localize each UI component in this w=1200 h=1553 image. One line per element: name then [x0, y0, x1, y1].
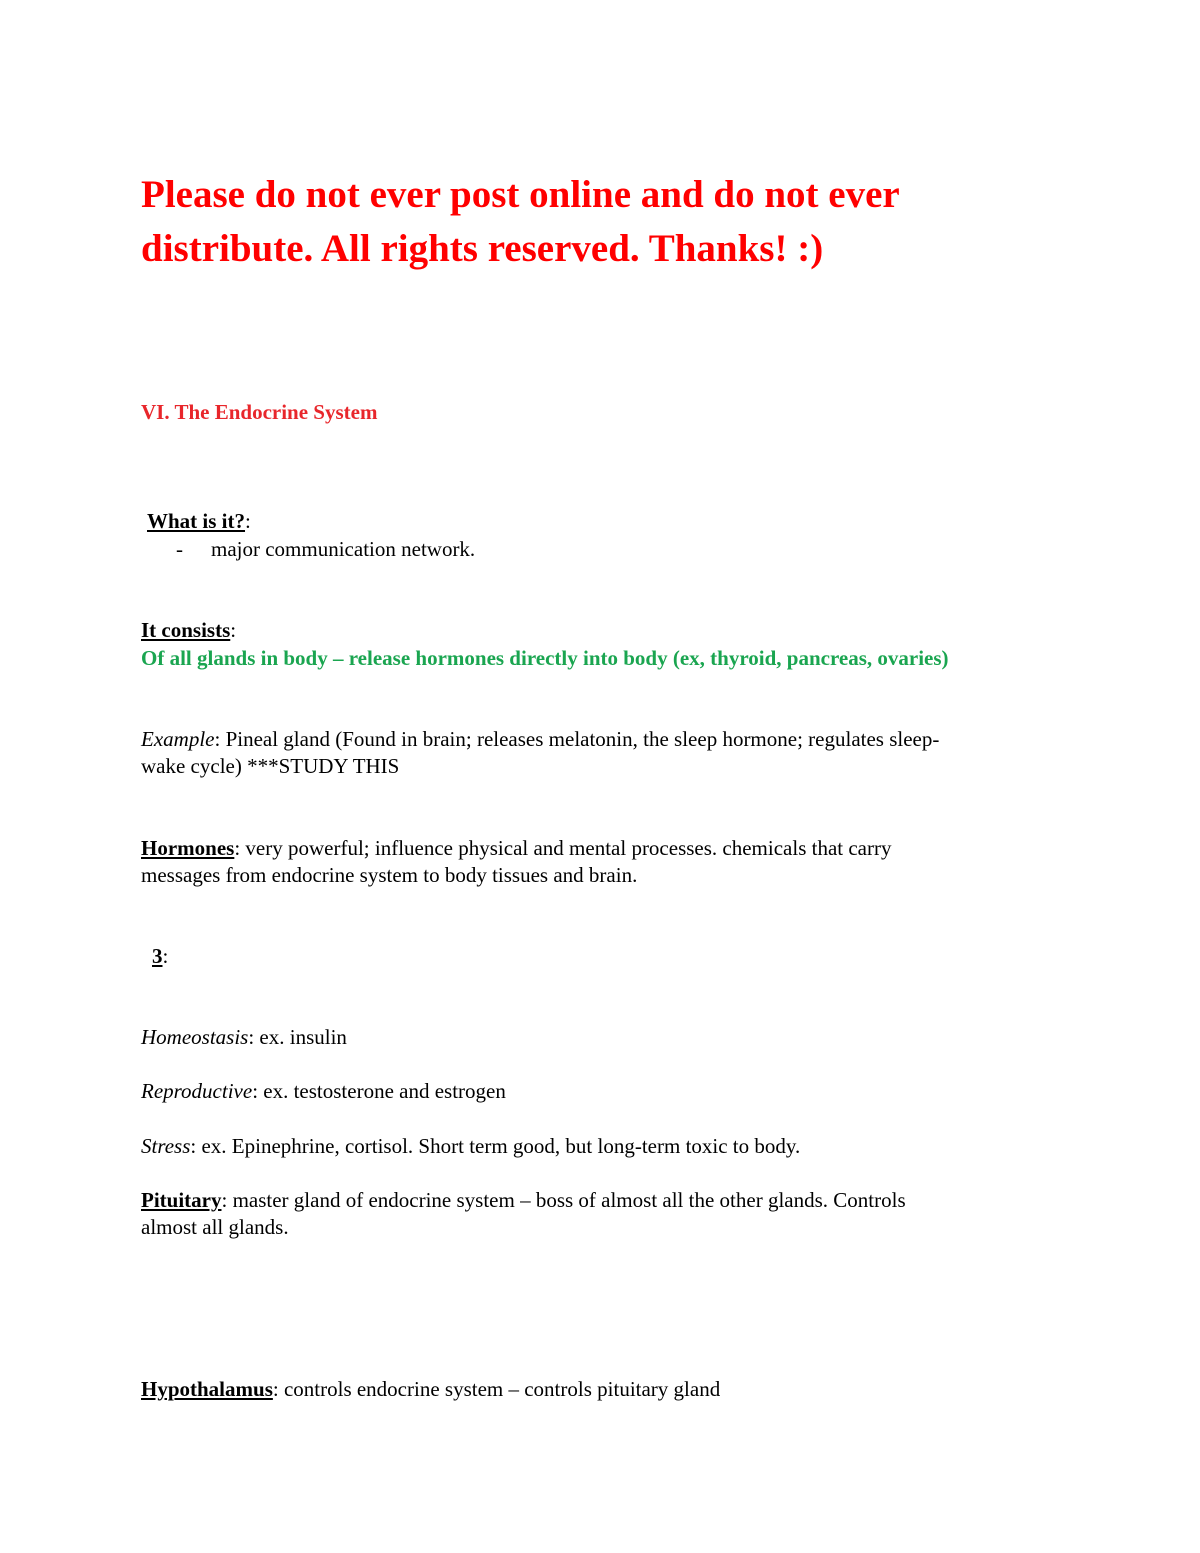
consists-label: It consists [141, 618, 231, 642]
notice-line-1: Please do not ever post online and do not ever [141, 173, 900, 216]
homeostasis-label: Homeostasis [141, 1025, 249, 1049]
reproductive-label: Reproductive [141, 1079, 253, 1103]
notice-line-2: distribute. All rights reserved. Thanks! :) [141, 227, 824, 270]
pituitary-line-2: almost all glands. [141, 1215, 289, 1239]
stress-line [141, 1133, 800, 1160]
homeostasis-text: : ex. insulin [248, 1025, 347, 1049]
pituitary-label: Pituitary [141, 1188, 222, 1212]
stress-label: Stress [141, 1134, 191, 1158]
reproductive-line [141, 1078, 506, 1105]
bullet-text: major communication network. [211, 537, 476, 561]
hormones-label: Hormones [141, 836, 235, 860]
consists-heading [141, 617, 236, 644]
three-label: 3 [152, 944, 163, 968]
example-line-2: wake cycle) ***STUDY THIS [141, 754, 400, 778]
what-is-it-heading [147, 508, 251, 535]
example-line-1 [141, 726, 939, 753]
pituitary-text-1: : master gland of endocrine system – boss of almost all the other glands. Controls [221, 1188, 906, 1212]
consists-detail: Of all glands in body – release hormones directly into body (ex, thyroid, pancreas, ovaries) [141, 646, 949, 670]
example-text-1: : Pineal gland (Found in brain; releases melatonin, the sleep hormone; regulates sleep- [214, 727, 940, 751]
stress-text: : ex. Epinephrine, cortisol. Short term good, but long-term toxic to body. [190, 1134, 801, 1158]
consists-colon: : [230, 618, 237, 642]
hormones-line-1 [141, 835, 892, 862]
hypothalamus-text: : controls endocrine system – controls pituitary gland [272, 1377, 721, 1401]
hormones-line-2: messages from endocrine system to body tissues and brain. [141, 863, 638, 887]
section-title: VI. The Endocrine System [141, 400, 378, 424]
reproductive-text: : ex. testosterone and estrogen [252, 1079, 506, 1103]
what-is-it-colon: : [245, 509, 251, 533]
three-heading [152, 943, 168, 970]
hypothalamus-line [141, 1376, 720, 1403]
pituitary-line-1 [141, 1187, 906, 1214]
homeostasis-line [141, 1024, 347, 1051]
bullet-marker: - [176, 537, 183, 561]
hormones-text-1: : very powerful; influence physical and mental processes. chemicals that carry [234, 836, 892, 860]
example-label: Example [141, 727, 215, 751]
hypothalamus-label: Hypothalamus [141, 1377, 273, 1401]
what-is-it-label: What is it? [147, 509, 246, 533]
three-colon: : [162, 944, 169, 968]
